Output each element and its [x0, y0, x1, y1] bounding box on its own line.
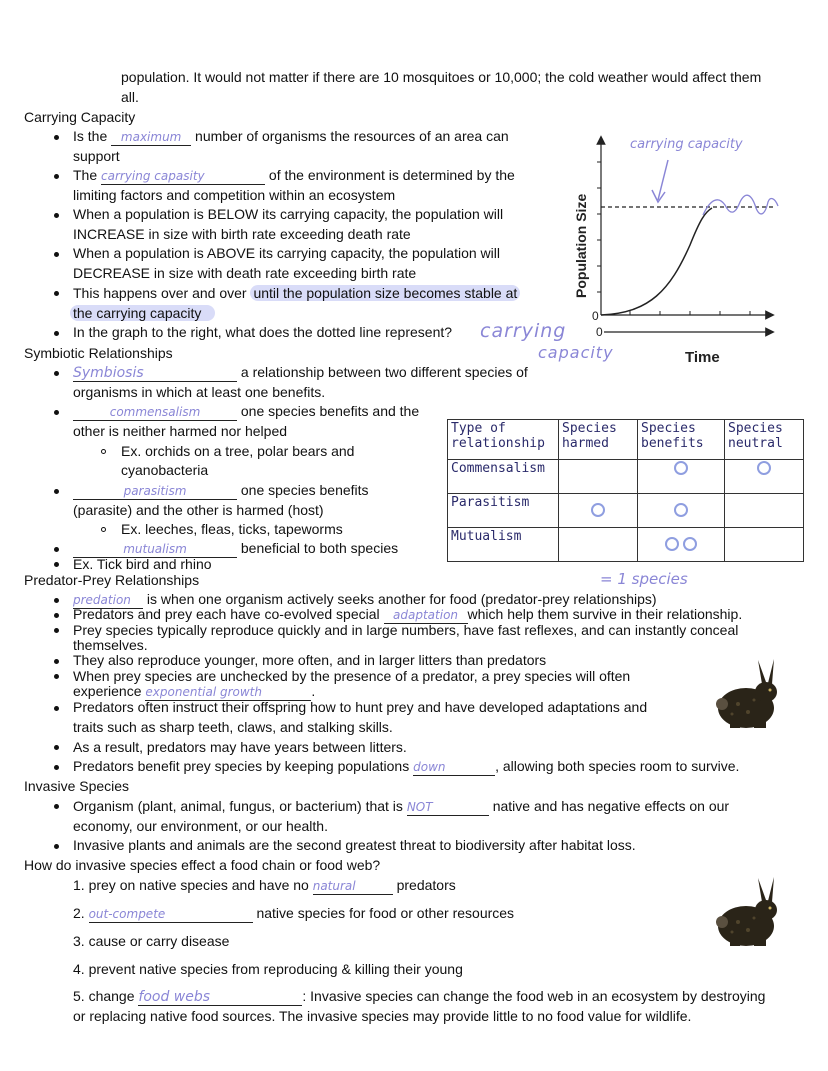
invasive-item-5-cont: or replacing native food sources. The invasive species may provide little to no food value for wildlife. [73, 1008, 692, 1024]
predator-bullet-1: predation is when one organism actively seeks another for food (predator-prey relationships) [73, 591, 657, 607]
carrying-bullet-1: Is the maximum number of organisms the resources of an area can [73, 128, 509, 144]
invasive-bullet-1: Organism (plant, animal, fungus, or bacterium) that is NOT native and has negative effects on our [73, 798, 730, 814]
carrying-bullet-6: In the graph to the right, what does the dotted line represent? [73, 324, 453, 340]
bullet [54, 213, 59, 218]
bullet [54, 252, 59, 257]
sub-bullet [101, 527, 106, 532]
invasive-item-4: 4. prevent native species from reproducing & killing their young [73, 961, 463, 977]
graph-annotation: carrying capacity [630, 137, 743, 152]
invasive-item-1: 1. prey on native species and have no natural predators [73, 877, 456, 893]
row-parasitism: Parasitism [448, 494, 559, 528]
answer-exponential-growth: exponential growth [145, 686, 311, 701]
carrying-bullet-3: When a population is BELOW its carrying capacity, the population will [73, 206, 504, 222]
answer-carrying: carrying [480, 320, 567, 342]
bullet [54, 745, 59, 750]
answer-adaptation: adaptation [384, 609, 468, 624]
predator-bullet-6-cont: traits such as sharp teeth, claws, and stalking skills. [73, 719, 393, 735]
predator-bullet-2: Predators and prey each have co-evolved special adaptation which help them survive in their relationship. [73, 606, 743, 622]
invasive-bullet-2: Invasive plants and animals are the second greatest threat to biodiversity after habitat loss. [73, 837, 636, 853]
predator-prey-heading: Predator-Prey Relationships [24, 572, 200, 588]
y-axis-label: Population Size [573, 193, 589, 298]
species-circle [683, 537, 697, 551]
answer-commensalism: commensalism [73, 406, 237, 421]
symbiotic-bullet-4: mutualism beneficial to both species [73, 540, 398, 558]
x-axis-label: Time [685, 349, 720, 366]
carrying-bullet-4-cont: DECREASE in size with death rate exceeding birth rate [73, 265, 417, 281]
commensalism-example-cont: cyanobacteria [121, 462, 209, 478]
species-circle [665, 537, 679, 551]
bullet [54, 291, 59, 296]
predator-bullet-3-cont: themselves. [73, 637, 148, 653]
predator-bullet-7: As a result, predators may have years between litters. [73, 739, 407, 755]
symbiotic-heading: Symbiotic Relationships [24, 345, 173, 361]
species-circle [591, 503, 605, 517]
invasive-item-2: 2. out-compete native species for food or other resources [73, 905, 515, 921]
invasive-question: How do invasive species effect a food chain or food web? [24, 857, 381, 873]
carrying-capacity-heading: Carrying Capacity [24, 109, 136, 125]
commensalism-example: Ex. orchids on a tree, polar bears and [121, 443, 355, 459]
population-oscillation [703, 195, 778, 215]
symbiotic-bullet-3-cont: (parasite) and the other is harmed (host) [73, 502, 324, 518]
header-harmed: Species harmed [559, 420, 638, 460]
bullet [54, 706, 59, 711]
bullet [54, 628, 59, 633]
legend-note: = 1 species [600, 570, 688, 588]
invasive-bullet-1-cont: economy, our environment, or our health. [73, 818, 328, 834]
symbiotic-bullet-3: parasitism one species benefits [73, 482, 369, 500]
bullet [54, 371, 59, 376]
predator-bullet-5-cont: experience exponential growth . [73, 683, 316, 699]
carrying-bullet-1-cont: support [73, 148, 120, 164]
answer-maximum: maximum [111, 131, 191, 146]
rabbit-image [708, 874, 784, 952]
answer-not: NOT [407, 801, 489, 816]
species-circle [674, 461, 688, 475]
x-zero-label: 0 [596, 325, 603, 339]
carrying-bullet-4: When a population is ABOVE its carrying capacity, the population will [73, 245, 500, 261]
bullet [54, 174, 59, 179]
carrying-bullet-5: This happens over and over until the population size becomes stable at [73, 285, 520, 301]
bullet [54, 804, 59, 809]
sub-bullet [101, 449, 106, 454]
bullet [54, 331, 59, 336]
symbiotic-bullet-2-cont: other is neither harmed nor helped [73, 423, 288, 439]
bullet [54, 844, 59, 849]
bullet [54, 598, 59, 603]
bullet [54, 674, 59, 679]
symbiotic-bullet-1: Symbiosis a relationship between two different species of [73, 364, 528, 381]
carrying-capacity-graph [570, 120, 790, 370]
carrying-bullet-2: The carrying capasity of the environment is determined by the [73, 167, 515, 183]
answer-down: down [413, 761, 495, 776]
species-circle [757, 461, 771, 475]
bullet [54, 659, 59, 664]
rabbit-image [708, 656, 784, 734]
predator-bullet-6: Predators often instruct their offspring how to hunt prey and have developed adaptations and [73, 699, 648, 715]
highlight: until the population size becomes stable at [250, 285, 520, 301]
bullet [54, 547, 59, 552]
answer-parasitism: parasitism [73, 485, 237, 500]
y-zero-label: 0 [592, 309, 599, 323]
carrying-bullet-3-cont: INCREASE in size with birth rate exceeding death rate [73, 226, 411, 242]
invasive-item-3: 3. cause or carry disease [73, 933, 230, 949]
symbiotic-bullet-5: Ex. Tick bird and rhino [73, 556, 212, 572]
predator-bullet-3: Prey species typically reproduce quickly and in large numbers, have fast reflexes, and can instantly conceal [73, 622, 739, 638]
header-type: Type of relationship [448, 420, 559, 460]
predator-bullet-4: They also reproduce younger, more often, and in larger litters than predators [73, 652, 547, 668]
bullet [54, 562, 59, 567]
intro-line-2: all. [121, 89, 139, 105]
intro-line-1: population. It would not matter if there are 10 mosquitoes or 10,000; the cold weather would affect them [121, 69, 762, 85]
symbiotic-bullet-1-cont: organisms in which at least one benefits. [73, 384, 326, 400]
invasive-item-5: 5. change food webs : Invasive species can change the food web in an ecosystem by destroying [73, 988, 766, 1005]
row-commensalism: Commensalism [448, 460, 559, 494]
answer-food-webs: food webs [138, 991, 302, 1006]
answer-out-compete: out-compete [89, 908, 253, 923]
answer-mutualism: mutualism [73, 543, 237, 558]
answer-symbiosis: Symbiosis [73, 367, 237, 382]
answer-predation: predation [73, 594, 143, 609]
bullet [54, 613, 59, 618]
bullet [54, 135, 59, 140]
row-mutualism: Mutualism [448, 528, 559, 562]
answer-capacity: capacity [538, 343, 614, 362]
relationship-table [447, 419, 804, 562]
invasive-heading: Invasive Species [24, 778, 130, 794]
header-benefits: Species benefits [638, 420, 725, 460]
answer-natural: natural [313, 880, 393, 895]
predator-bullet-8: Predators benefit prey species by keeping populations down , allowing both species room to survive. [73, 758, 740, 774]
carrying-bullet-5-cont: the carrying capacity [70, 305, 215, 321]
symbiotic-bullet-2: commensalism one species benefits and the [73, 403, 419, 421]
predator-bullet-5: When prey species are unchecked by the presence of a predator, a prey species will often [73, 668, 631, 684]
parasitism-example: Ex. leeches, fleas, ticks, tapeworms [121, 521, 343, 537]
header-neutral: Species neutral [725, 420, 804, 460]
carrying-bullet-2-cont: limiting factors and competition within an ecosystem [73, 187, 396, 203]
bullet [54, 410, 59, 415]
population-curve [601, 208, 712, 315]
answer-carrying-capasity: carrying capasity [101, 170, 265, 185]
bullet [54, 765, 59, 770]
bullet [54, 489, 59, 494]
species-circle [674, 503, 688, 517]
